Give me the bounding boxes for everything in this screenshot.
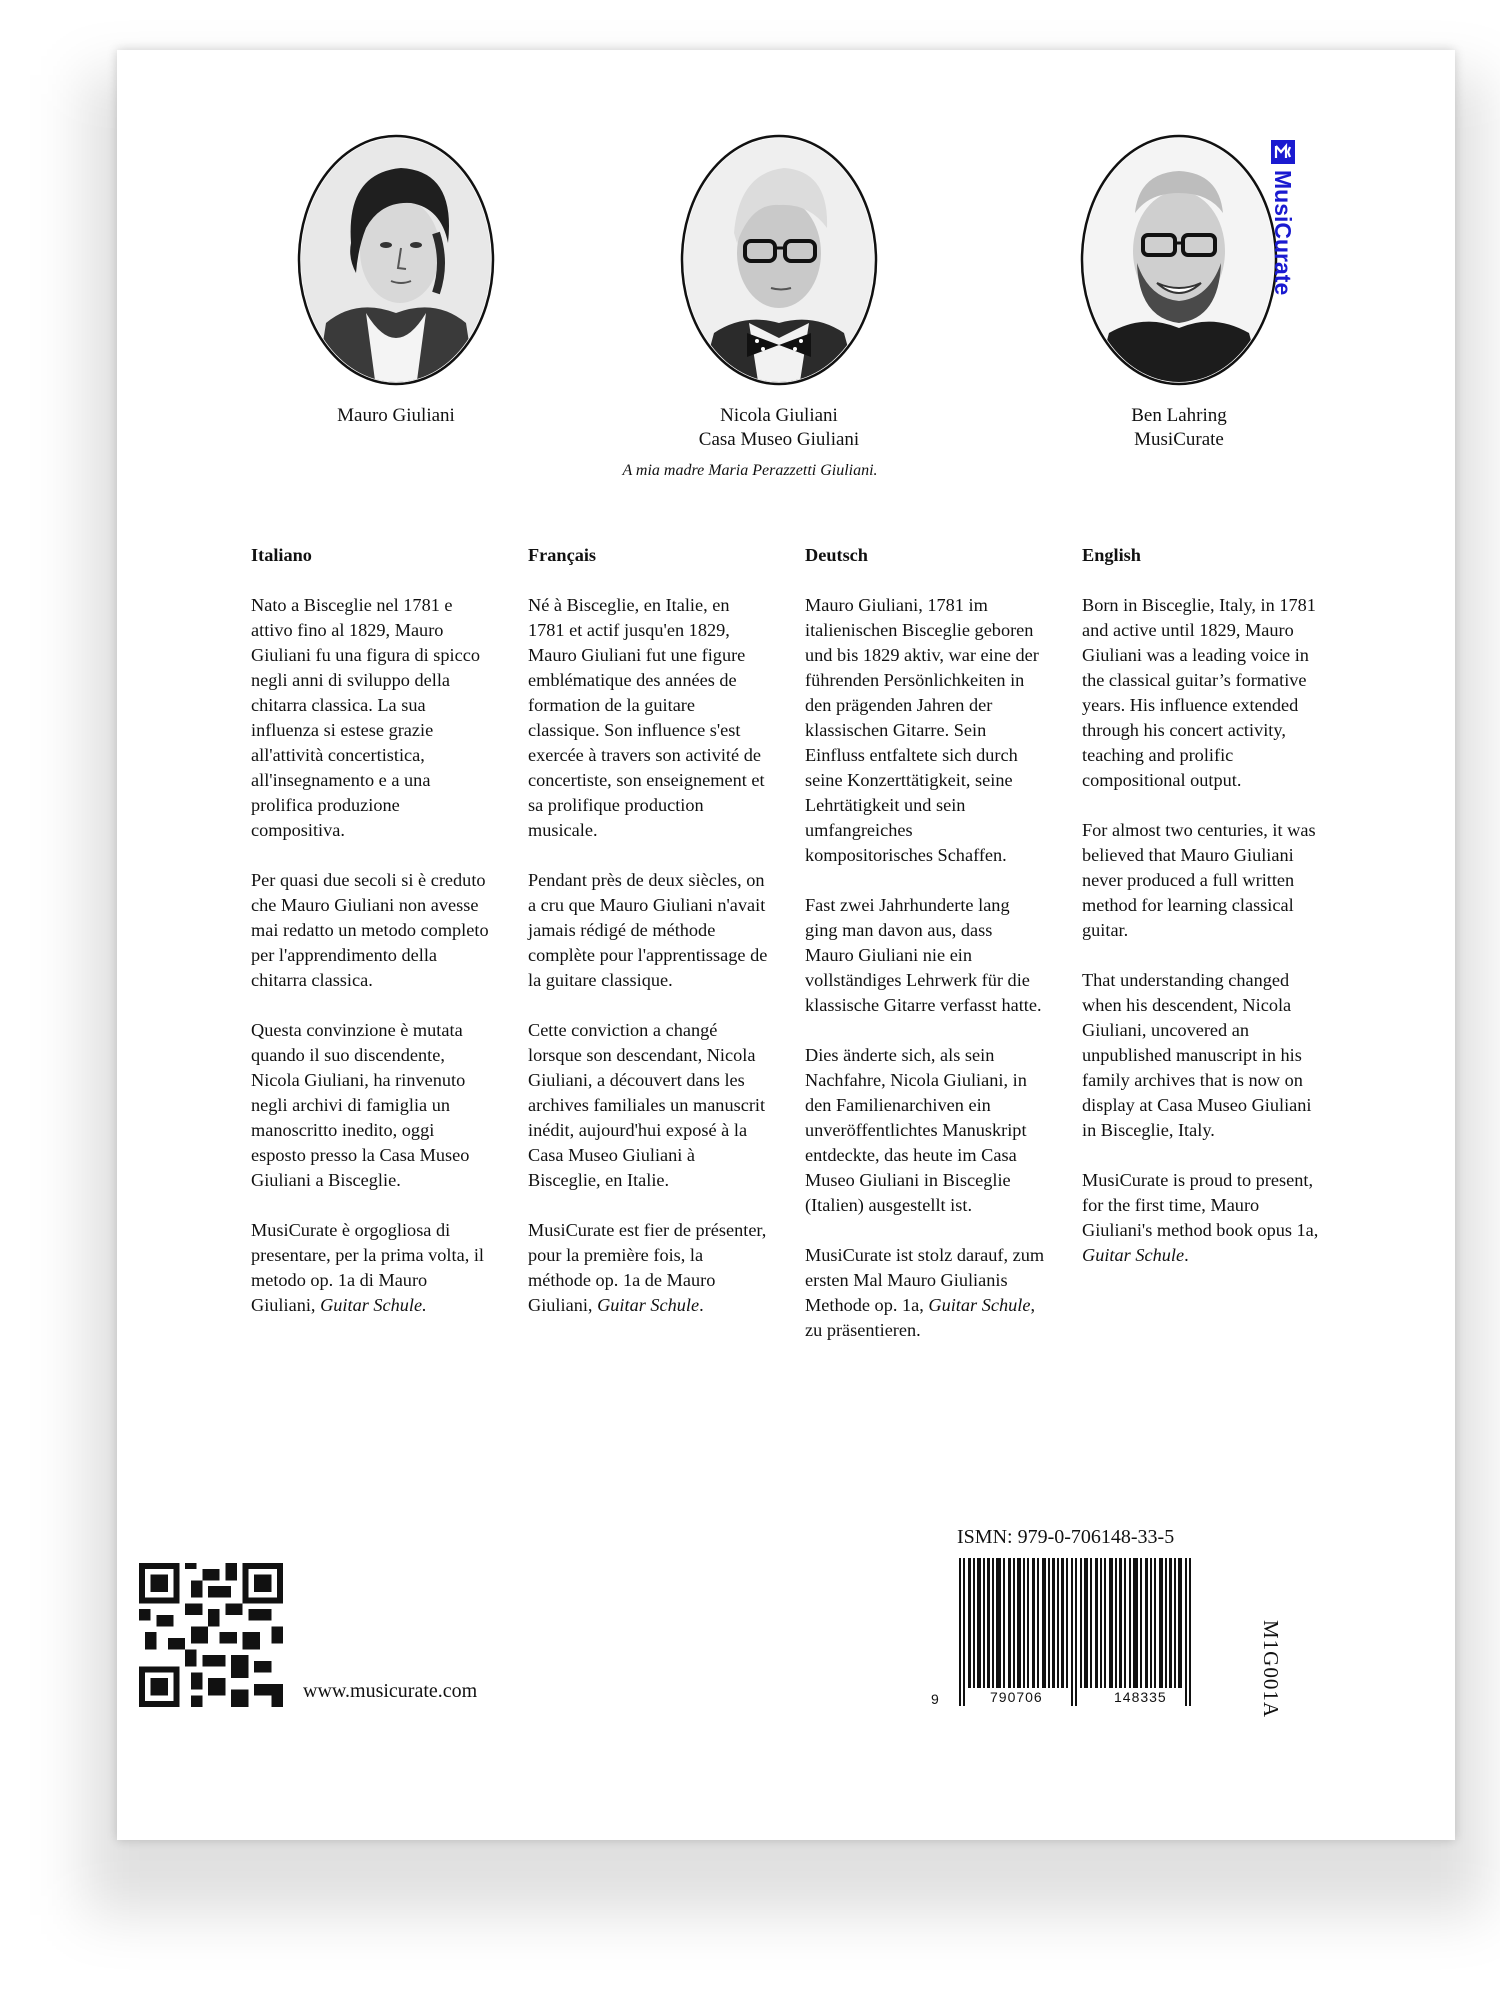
- paragraph-text: MusiCurate est fier de présenter, pour la première fois, la méthode op. 1a de Mauro Giuliani,: [528, 1220, 767, 1315]
- portrait-nicola-giuliani: [679, 133, 879, 452]
- portrait-engraving-image: [296, 133, 496, 388]
- book-title: Guitar Schule.: [320, 1295, 427, 1315]
- book-title: Guitar Schule: [928, 1295, 1031, 1315]
- paragraph: [251, 1218, 491, 1318]
- paragraph: Fast zwei Jahrhunderte lang ging man davon aus, dass Mauro Giuliani nie ein vollständiges Lehrwerk für die klassische Gitarre verfasst hatte.: [805, 895, 1042, 1015]
- column-heading: Français: [528, 545, 597, 565]
- portrait-photo-image: [1079, 133, 1279, 388]
- column-italiano: [251, 543, 491, 1343]
- paragraph: [528, 1218, 768, 1318]
- paragraph: [805, 1243, 1045, 1343]
- portrait-mauro-giuliani: [296, 133, 496, 428]
- portrait-ben-lahring: [1079, 133, 1279, 452]
- qr-code-icon[interactable]: [139, 1563, 283, 1707]
- book-title: Guitar Schule: [1082, 1245, 1185, 1265]
- column-francais: [528, 543, 768, 1343]
- portrait-name: Mauro Giuliani: [337, 405, 455, 426]
- paragraph: Born in Bisceglie, Italy, in 1781 and active until 1829, Mauro Giuliani was a leading voice in the classical guitar’s formative years. His influence extended through his concert activity, teaching and prolific compositional output.: [1082, 595, 1316, 790]
- column-heading: English: [1082, 545, 1141, 565]
- barcode-icon: [959, 1558, 1209, 1706]
- paragraph: Nato a Bisceglie nel 1781 e attivo fino al 1829, Mauro Giuliani fu una figura di spicco negli anni di sviluppo della chitarra classica. La sua influenza si estese grazie all'attività concertistica, all'insegnamento e a una prolifica produzione compositiva.: [251, 595, 480, 840]
- paragraph-text: , zu präsentieren.: [805, 1295, 1036, 1340]
- product-code: M1G001A: [1259, 1620, 1283, 1719]
- portrait-role: MusiCurate: [1134, 429, 1224, 450]
- brand-name: MusiCurate: [1270, 170, 1296, 296]
- paragraph-text: .: [699, 1295, 704, 1315]
- portrait-photo-image: [679, 133, 879, 388]
- paragraph-text: .: [1184, 1245, 1189, 1265]
- dedication-text: A mia madre Maria Perazzetti Giuliani.: [622, 462, 878, 479]
- barcode-digits-group: 790706: [990, 1689, 1043, 1705]
- paragraph: That understanding changed when his descendent, Nicola Giuliani, uncovered an unpublished manuscript in his family archives that is now on display at Casa Museo Giuliani in Bisceglie, Italy.: [1082, 970, 1312, 1140]
- paragraph: For almost two centuries, it was believed that Mauro Giuliani never produced a full written method for learning classical guitar.: [1082, 820, 1316, 940]
- paragraph: Pendant près de deux siècles, on a cru que Mauro Giuliani n'avait jamais rédigé de méthode complète pour l'apprentissage de la guitare classique.: [528, 870, 768, 990]
- musicurate-logo-icon: [1268, 140, 1298, 340]
- ismn-number: ISMN: 979-0-706148-33-5: [957, 1526, 1175, 1548]
- paragraph: Dies änderte sich, als sein Nachfahre, Nicola Giuliani, in den Familienarchiven ein unveröffentlichtes Manuskript entdeckte, das heute im Casa Museo Giuliani in Bisceglie (Italien) ausgestellt ist.: [805, 1045, 1027, 1215]
- column-deutsch: [805, 543, 1045, 1368]
- column-heading: Italiano: [251, 545, 312, 565]
- portrait-name: Nicola Giuliani: [720, 405, 838, 426]
- paragraph: Questa convinzione è mutata quando il suo discendente, Nicola Giuliani, ha rinvenuto negli archivi di famiglia un manoscritto inedito, oggi esposto presso la Casa Museo Giuliani a Bisceglie.: [251, 1020, 470, 1190]
- paragraph: [1082, 1168, 1322, 1268]
- paragraph: Né à Bisceglie, en Italie, en 1781 et actif jusqu'en 1829, Mauro Giuliani fut une figure emblématique des années de formation de la guitare classique. Son influence s'est exercée à travers son activité de concertiste, son enseignement et sa prolifique production musicale.: [528, 595, 765, 840]
- paragraph-text: MusiCurate ist stolz darauf, zum ersten Mal Mauro Giulianis Methode op. 1a,: [805, 1245, 1045, 1315]
- barcode-digits-group: 148335: [1114, 1689, 1167, 1705]
- barcode-lead-digit: 9: [931, 1691, 939, 1707]
- paragraph: Per quasi due secoli si è creduto che Mauro Giuliani non avesse mai redatto un metodo completo per l'apprendimento della chitarra classica.: [251, 870, 489, 990]
- website-url[interactable]: www.musicurate.com: [303, 1680, 478, 1702]
- book-title: Guitar Schule: [597, 1295, 700, 1315]
- column-heading: Deutsch: [805, 545, 868, 565]
- musicurate-logo: [1268, 140, 1298, 340]
- paragraph-text: MusiCurate è orgogliosa di presentare, per la prima volta, il metodo op. 1a di Mauro Giuliani,: [251, 1220, 484, 1315]
- paragraph: Cette conviction a changé lorsque son descendant, Nicola Giuliani, a découvert dans les archives familiales un manuscrit inédit, aujourd'hui exposé à la Casa Museo Giuliani à Bisceglie, en Italie.: [528, 1020, 766, 1190]
- portrait-role: Casa Museo Giuliani: [698, 429, 860, 450]
- column-english: [1082, 543, 1322, 1293]
- portrait-name: Ben Lahring: [1131, 405, 1227, 426]
- paragraph: Mauro Giuliani, 1781 im italienischen Bisceglie geboren und bis 1829 aktiv, war eine der führenden Persönlichkeiten in den prägenden Jahren der klassischen Gitarre. Sein Einfluss entfaltete sich durch seine Konzerttätigkeit, seine Lehrtätigkeit und sein umfangreiches kompositorisches Schaffen.: [805, 595, 1039, 865]
- paragraph-text: MusiCurate is proud to present, for the first time, Mauro Giuliani's method book opus 1a,: [1082, 1170, 1319, 1240]
